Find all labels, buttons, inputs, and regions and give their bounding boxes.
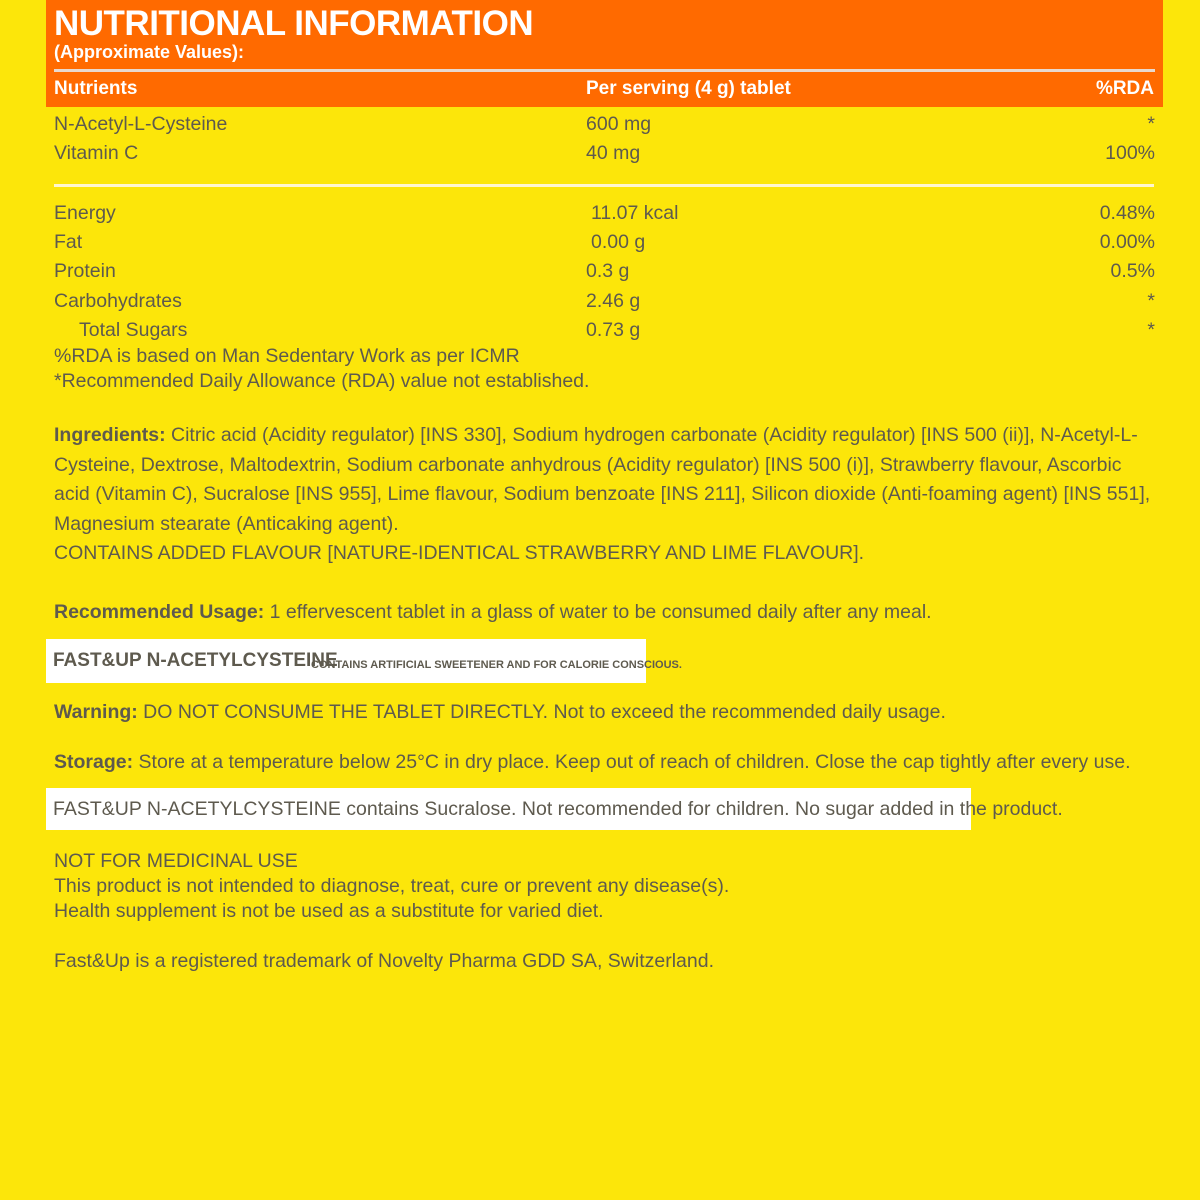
column-header-nutrients: Nutrients bbox=[54, 78, 138, 99]
sweetener-brand: FAST&UP N-ACETYLCYSTEINE bbox=[53, 650, 338, 671]
nutrient-rda: 100% bbox=[1105, 142, 1155, 164]
sucralose-notice bbox=[46, 788, 1063, 830]
sweetener-text: CONTAINS ARTIFICIAL SWEETENER AND FOR CALORIE CONSCIOUS. bbox=[311, 659, 682, 671]
macro-name: Energy bbox=[54, 202, 116, 224]
column-header-per-serving: Per serving (4 g) tablet bbox=[586, 78, 791, 99]
macro-amount: 0.00 g bbox=[591, 231, 646, 253]
rda-not-established-note: *Recommended Daily Allowance (RDA) value not established. bbox=[54, 370, 590, 392]
macro-row bbox=[54, 317, 1155, 343]
trademark-note: Fast&Up is a registered trademark of Novelty Pharma GDD SA, Switzerland. bbox=[54, 950, 714, 972]
macro-rda: 0.00% bbox=[1099, 231, 1155, 253]
macro-rda: * bbox=[1147, 319, 1155, 341]
nutrient-amount: 600 mg bbox=[586, 113, 652, 135]
diagnose-disclaimer: This product is not intended to diagnose, treat, cure or prevent any disease(s). bbox=[54, 875, 730, 897]
nutrition-subtitle: (Approximate Values): bbox=[54, 42, 245, 62]
macro-amount: 0.3 g bbox=[586, 260, 630, 282]
ingredients-label: Ingredients: bbox=[54, 424, 166, 446]
nutrition-title: NUTRITIONAL INFORMATION bbox=[54, 4, 534, 43]
warning-label: Warning: bbox=[54, 701, 138, 723]
macro-name: Carbohydrates bbox=[54, 290, 182, 312]
macro-rda: 0.5% bbox=[1110, 260, 1155, 282]
macro-rda: 0.48% bbox=[1099, 202, 1155, 224]
sweetener-notice bbox=[46, 639, 682, 683]
header-rule bbox=[54, 69, 1155, 72]
nutrient-name: Vitamin C bbox=[54, 142, 139, 164]
macro-rda: * bbox=[1147, 290, 1155, 312]
column-header-rda: %RDA bbox=[1095, 78, 1154, 99]
macro-row bbox=[54, 288, 1155, 314]
macro-name: Total Sugars bbox=[79, 319, 188, 341]
macro-amount: 2.46 g bbox=[586, 290, 641, 312]
nutrient-rda: * bbox=[1147, 113, 1155, 135]
nutrient-name: N-Acetyl-L-Cysteine bbox=[54, 113, 228, 135]
macro-row bbox=[54, 200, 1155, 226]
nutrient-row bbox=[54, 111, 1155, 137]
usage-text: 1 effervescent tablet in a glass of water to be consumed daily after any meal. bbox=[264, 601, 932, 623]
ingredients-paragraph bbox=[54, 421, 1159, 569]
rda-basis-note: %RDA is based on Man Sedentary Work as per ICMR bbox=[54, 345, 520, 367]
diet-disclaimer: Health supplement is not be used as a substitute for varied diet. bbox=[54, 900, 604, 922]
warning-paragraph bbox=[54, 698, 1159, 728]
ingredients-text: Citric acid (Acidity regulator) [INS 330], Sodium hydrogen carbonate (Acidity regulator) [INS 500 (ii)], N-Acetyl-L-Cysteine, Dextrose, Maltodextrin, Sodium carbonate anhydrous (Acidity regulator) [INS 500 (i)], Strawberry flavour, Ascorbic acid (Vitamin C), Sucralose [INS 955], Lime flavour, Sodium benzoate [INS 211], Silicon dioxide (Anti-foaming agent) [INS 551], Magnesium stearate (Anticaking agent). bbox=[54, 424, 1151, 535]
nutrition-header bbox=[46, 0, 1163, 107]
macro-name: Fat bbox=[54, 231, 83, 253]
nutrient-amount: 40 mg bbox=[586, 142, 641, 164]
macro-row bbox=[54, 258, 1155, 284]
usage-label: Recommended Usage: bbox=[54, 601, 265, 623]
macro-amount: 11.07 kcal bbox=[591, 202, 679, 224]
storage-text: Store at a temperature below 25°C in dry place. Keep out of reach of children. Close the cap tightly after every use. bbox=[133, 751, 1131, 773]
macro-amount: 0.73 g bbox=[586, 319, 641, 341]
macro-name: Protein bbox=[54, 260, 116, 282]
nutrient-row bbox=[54, 140, 1155, 166]
warning-text: DO NOT CONSUME THE TABLET DIRECTLY. Not to exceed the recommended daily usage. bbox=[137, 701, 946, 723]
storage-paragraph bbox=[54, 748, 1159, 778]
not-medicinal-note: NOT FOR MEDICINAL USE bbox=[54, 850, 298, 872]
table-divider bbox=[54, 184, 1154, 187]
storage-label: Storage: bbox=[54, 751, 134, 773]
sucralose-text: FAST&UP N-ACETYLCYSTEINE contains Sucralose. Not recommended for children. No sugar added in the product. bbox=[53, 798, 1063, 820]
flavour-note: CONTAINS ADDED FLAVOUR [NATURE-IDENTICAL STRAWBERRY AND LIME FLAVOUR]. bbox=[54, 542, 865, 564]
macro-row bbox=[54, 229, 1155, 255]
usage-paragraph bbox=[54, 598, 1159, 628]
